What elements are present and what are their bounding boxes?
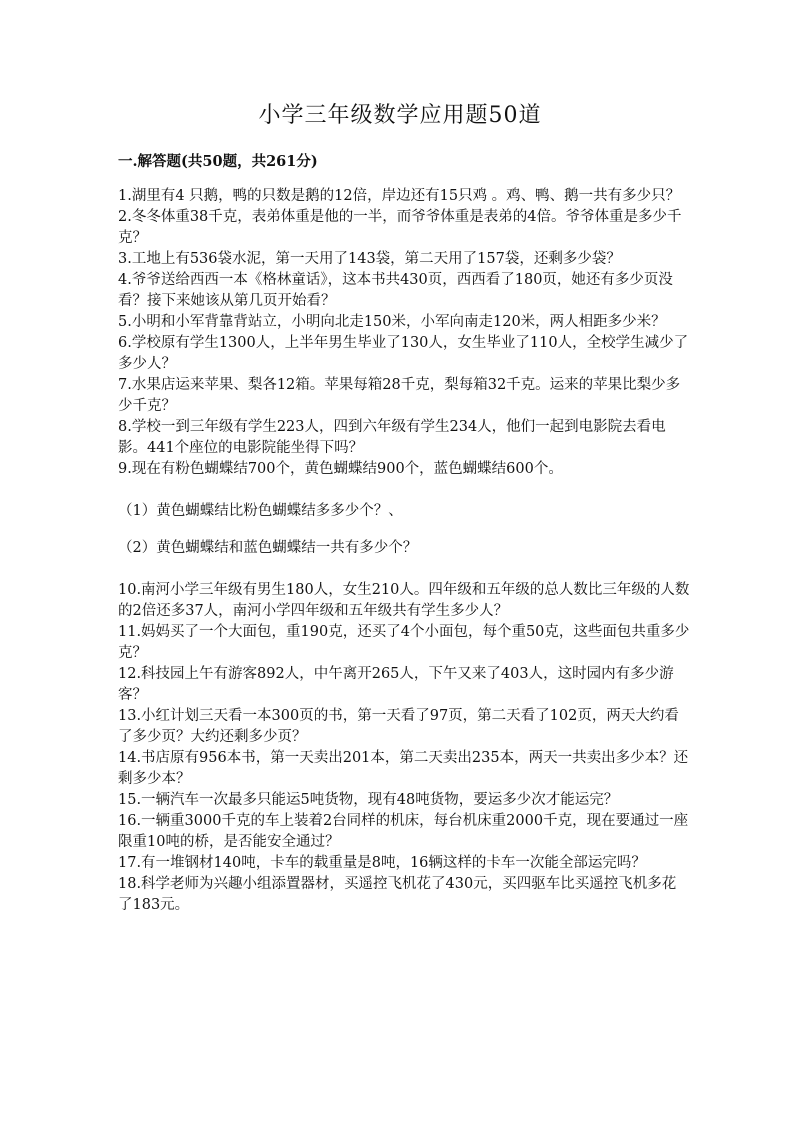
question-12: 12.科技园上午有游客892人，中午离开265人，下午又来了403人，这时园内有多少游客？ — [118, 666, 674, 703]
sub-question-2: （2）黄色蝴蝶结和蓝色蝴蝶结一共有多少个？ — [118, 540, 418, 556]
question-9: 9.现在有粉色蝴蝶结700个，黄色蝴蝶结900个，蓝色蝴蝶结600个。 — [118, 461, 563, 477]
question-6: 6.学校原有学生1300人，上半年男生毕业了130人，女生毕业了110人，全校学生减少了多少人？ — [118, 335, 689, 372]
question-18: 18.科学老师为兴趣小组添置器材，买遥控飞机花了430元，买四驱车比买遥控飞机多花了183元。 — [118, 876, 677, 913]
sub-question-1: （1）黄色蝴蝶结比粉色蝴蝶结多多少个？、 — [118, 503, 403, 519]
question-17: 17.有一堆钢材140吨，卡车的载重量是8吨，16辆这样的卡车一次能全部运完吗？ — [118, 855, 646, 871]
question-7: 7.水果店运来苹果、梨各12箱。苹果每箱28千克，梨每箱32千克。运来的苹果比梨少多少千克？ — [118, 377, 681, 414]
question-1: 1.湖里有4 只鹅，鸭的只数是鹅的12倍，岸边还有15只鸡 。鸡、鸭、鹅一共有多少只？ — [118, 188, 681, 204]
question-14: 14.书店原有956本书，第一天卖出201本，第二天卖出235本，两天一共卖出多少本？还剩多少本？ — [118, 750, 689, 787]
question-8: 8.学校一到三年级有学生223人，四到六年级有学生234人，他们一起到电影院去看电影。441个座位的电影院能坐得下吗？ — [118, 419, 666, 456]
question-11: 11.妈妈买了一个大面包，重190克，还买了4个小面包，每个重50克，这些面包共重多少克？ — [118, 624, 690, 661]
section-heading: 一.解答题(共50题，共261分) — [118, 153, 318, 170]
page-title: 小学三年级数学应用题50道 — [258, 103, 542, 128]
question-10: 10.南河小学三年级有男生180人，女生210人。四年级和五年级的总人数比三年级的人数的2倍还多37人，南河小学四年级和五年级共有学生多少人？ — [118, 582, 690, 619]
question-list — [118, 186, 690, 916]
question-13: 13.小红计划三天看一本300页的书，第一天看了97页，第二天看了102页，两天大约看了多少页？大约还剩多少页？ — [118, 708, 679, 745]
question-15: 15.一辆汽车一次最多只能运5吨货物，现有48吨货物，要运多少次才能运完？ — [118, 792, 619, 808]
question-3: 3.工地上有536袋水泥，第一天用了143袋，第二天用了157袋，还剩多少袋？ — [118, 251, 621, 267]
question-2: 2.冬冬体重38千克，表弟体重是他的一半，而爷爷体重是表弟的4倍。爷爷体重是多少千克？ — [118, 209, 682, 246]
question-5: 5.小明和小军背靠背站立，小明向北走150米，小军向南走120米，两人相距多少米？ — [118, 314, 666, 330]
question-4: 4.爷爷送给西西一本《格林童话》，这本书共430页，西西看了180页，她还有多少页没看？接下来她该从第几页开始看？ — [118, 272, 673, 309]
question-16: 16.一辆重3000千克的车上装着2台同样的机床，每台机床重2000千克，现在要通过一座限重10吨的桥，是否能安全通过？ — [118, 813, 689, 850]
